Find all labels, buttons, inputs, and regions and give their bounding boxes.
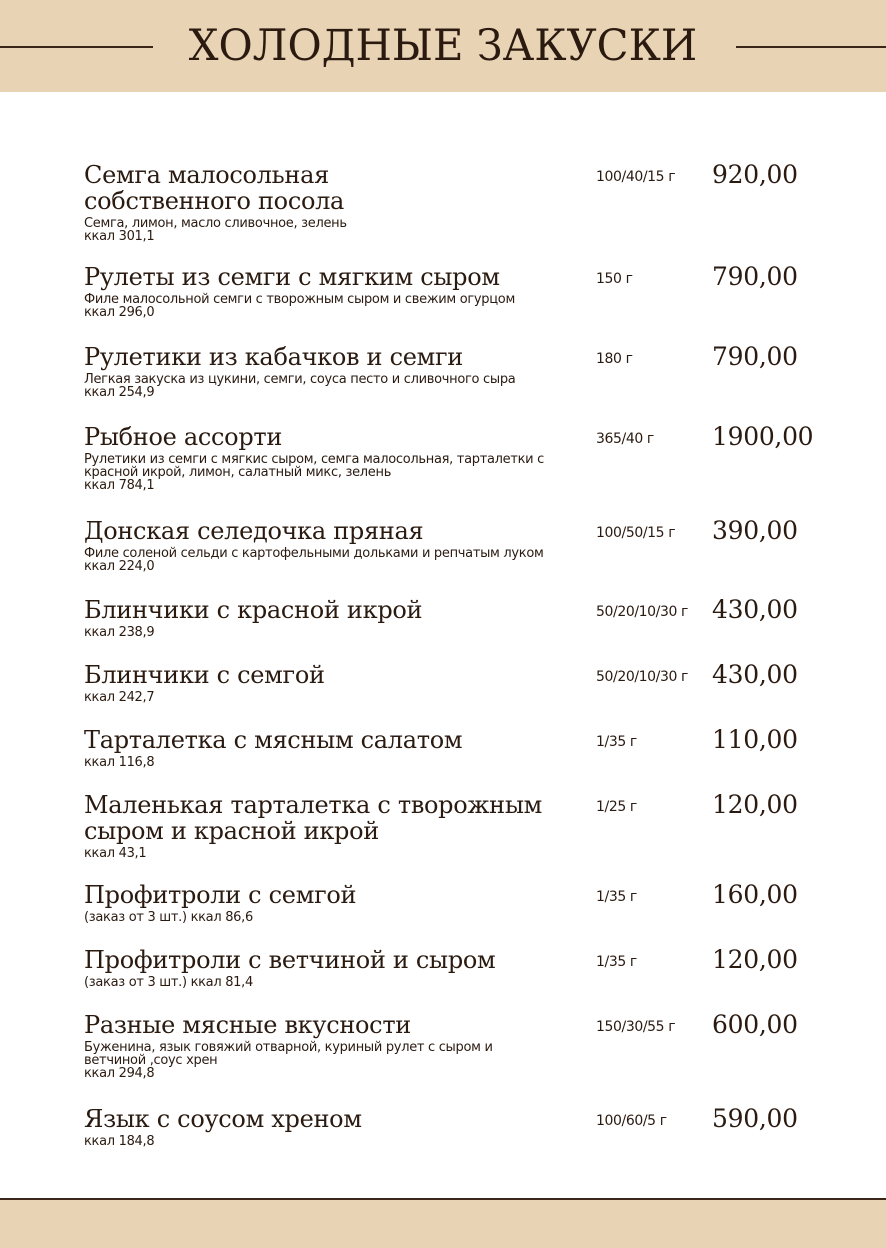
- item-price: 160,00: [712, 880, 798, 909]
- item-description: Филе малосольной семги с творожным сыром и свежим огурцом: [84, 292, 515, 307]
- header-band: [0, 0, 886, 92]
- item-weight: 365/40 г: [596, 431, 654, 447]
- item-kcal: (заказ от 3 шт.) ккал 86,6: [84, 910, 253, 925]
- item-weight: 150/30/55 г: [596, 1019, 676, 1035]
- item-kcal: ккал 784,1: [84, 478, 155, 493]
- item-description: Рулетики из семги с мягкис сыром, семга малосольная, тарталетки с красной икрой, лимон, салатный микс, зелень: [84, 452, 544, 480]
- header-rule-right: [736, 46, 886, 48]
- item-name: Семга малосольная собственного посола: [84, 161, 345, 215]
- item-weight: 1/35 г: [596, 734, 637, 750]
- item-price: 1900,00: [712, 422, 814, 451]
- item-name: Рыбное ассорти: [84, 423, 283, 451]
- menu-item: [84, 162, 844, 244]
- item-weight: 100/60/5 г: [596, 1113, 667, 1129]
- menu-item: [84, 882, 844, 925]
- menu-item: [84, 518, 844, 574]
- item-name: Рулетики из кабачков и семги: [84, 343, 463, 371]
- item-name: Блинчики с семгой: [84, 661, 325, 689]
- item-name: Рулеты из семги с мягким сыром: [84, 263, 500, 291]
- item-price: 600,00: [712, 1010, 798, 1039]
- item-name: Язык с соусом хреном: [84, 1105, 362, 1133]
- item-weight: 180 г: [596, 351, 633, 367]
- item-name: Донская селедочка пряная: [84, 517, 424, 545]
- item-kcal: ккал 224,0: [84, 559, 155, 574]
- item-kcal: ккал 254,9: [84, 385, 155, 400]
- item-kcal: ккал 296,0: [84, 305, 155, 320]
- item-weight: 150 г: [596, 271, 633, 287]
- item-price: 390,00: [712, 516, 798, 545]
- item-description: Семга, лимон, масло сливочное, зелень: [84, 216, 347, 231]
- menu-item: [84, 264, 844, 320]
- item-price: 120,00: [712, 790, 798, 819]
- item-description: Легкая закуска из цукини, семги, соуса песто и сливочного сыра: [84, 372, 516, 387]
- menu-item: [84, 662, 844, 705]
- item-weight: 50/20/10/30 г: [596, 604, 689, 620]
- item-price: 790,00: [712, 342, 798, 371]
- item-price: 120,00: [712, 945, 798, 974]
- item-weight: 1/25 г: [596, 799, 637, 815]
- item-name: Профитроли с семгой: [84, 881, 357, 909]
- item-kcal: ккал 301,1: [84, 229, 155, 244]
- item-price: 790,00: [712, 262, 798, 291]
- item-kcal: ккал 238,9: [84, 625, 155, 640]
- item-weight: 1/35 г: [596, 954, 637, 970]
- item-price: 430,00: [712, 660, 798, 689]
- item-kcal: ккал 242,7: [84, 690, 155, 705]
- item-price: 110,00: [712, 725, 798, 754]
- item-kcal: ккал 184,8: [84, 1134, 155, 1149]
- menu-item: [84, 597, 844, 640]
- footer-rule: [0, 1198, 886, 1200]
- item-kcal: ккал 294,8: [84, 1066, 155, 1081]
- item-name: Блинчики с красной икрой: [84, 596, 423, 624]
- item-kcal: ккал 116,8: [84, 755, 155, 770]
- item-price: 590,00: [712, 1104, 798, 1133]
- item-weight: 100/40/15 г: [596, 169, 676, 185]
- menu-item: [84, 1012, 844, 1081]
- menu-item: [84, 1106, 844, 1149]
- item-name: Маленькая тарталетка с творожным сыром и красной икрой: [84, 791, 543, 845]
- item-weight: 100/50/15 г: [596, 525, 676, 541]
- item-kcal: ккал 43,1: [84, 846, 147, 861]
- menu-item: [84, 727, 844, 770]
- item-name: Профитроли с ветчиной и сыром: [84, 946, 496, 974]
- item-price: 920,00: [712, 160, 798, 189]
- page-title: ХОЛОДНЫЕ ЗАКУСКИ: [188, 21, 698, 71]
- item-weight: 1/35 г: [596, 889, 637, 905]
- item-kcal: (заказ от 3 шт.) ккал 81,4: [84, 975, 253, 990]
- item-weight: 50/20/10/30 г: [596, 669, 689, 685]
- menu-item: [84, 792, 844, 861]
- item-description: Филе соленой сельди с картофельными дольками и репчатым луком: [84, 546, 544, 561]
- menu-item: [84, 344, 844, 400]
- menu-item: [84, 424, 844, 493]
- footer-band: [0, 1198, 886, 1248]
- item-name: Разные мясные вкусности: [84, 1011, 411, 1039]
- item-description: Буженина, язык говяжий отварной, куриный рулет с сыром и ветчиной ,соус хрен: [84, 1040, 493, 1068]
- item-price: 430,00: [712, 595, 798, 624]
- item-name: Тарталетка с мясным салатом: [84, 726, 463, 754]
- menu-item: [84, 947, 844, 990]
